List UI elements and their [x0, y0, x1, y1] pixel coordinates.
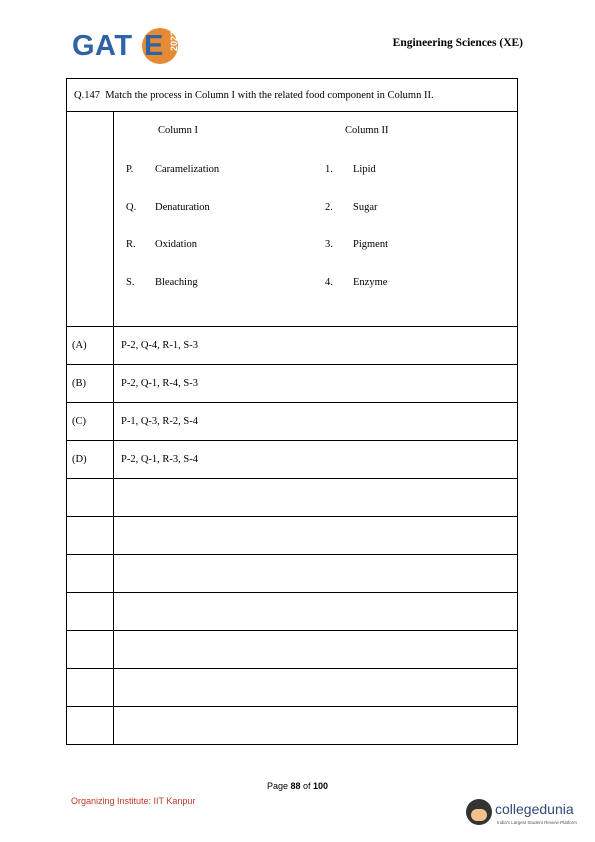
column1-label: Denaturation [155, 202, 210, 213]
column2-label: Enzyme [353, 277, 388, 288]
column1-label: Bleaching [155, 277, 198, 288]
empty-cell [67, 479, 114, 517]
option-text: P-1, Q-3, R-2, S-4 [114, 403, 518, 441]
column2-key: 3. [325, 239, 333, 250]
empty-cell [67, 669, 114, 707]
empty-row [67, 479, 518, 517]
match-label-cell [67, 112, 114, 327]
option-label: (D) [67, 441, 114, 479]
empty-cell [114, 593, 518, 631]
match-row [67, 112, 518, 327]
option-text: P-2, Q-4, R-1, S-3 [114, 327, 518, 365]
empty-cell [67, 631, 114, 669]
column1-key: S. [126, 277, 135, 288]
column2-label: Sugar [353, 202, 378, 213]
question-table [66, 78, 518, 745]
column1-header: Column I [158, 125, 198, 136]
column2-label: Lipid [353, 164, 376, 175]
empty-cell [114, 555, 518, 593]
column2-header: Column II [345, 125, 389, 136]
option-label: (C) [67, 403, 114, 441]
column1-key: Q. [126, 202, 137, 213]
gate-logo-year: 2023 [169, 30, 180, 52]
collegedunia-logo [466, 795, 586, 835]
match-cell [114, 112, 518, 327]
question-row [67, 79, 518, 112]
empty-cell [67, 555, 114, 593]
empty-row [67, 707, 518, 745]
option-text: P-2, Q-1, R-4, S-3 [114, 365, 518, 403]
option-label: (A) [67, 327, 114, 365]
brand-name: collegedunia [495, 801, 574, 817]
empty-cell [67, 707, 114, 745]
empty-cell [67, 517, 114, 555]
page-prefix: Page [266, 781, 291, 791]
empty-row [67, 631, 518, 669]
option-row [67, 365, 518, 403]
page-total: 100 [313, 781, 329, 791]
empty-cell [114, 631, 518, 669]
page-number [0, 781, 595, 791]
page-of: of [300, 781, 314, 791]
column1-key: P. [126, 164, 134, 175]
option-row [67, 441, 518, 479]
page-current: 88 [290, 781, 301, 791]
empty-cell [114, 669, 518, 707]
column2-key: 1. [325, 164, 333, 175]
column1-label: Oxidation [155, 239, 197, 250]
empty-cell [114, 517, 518, 555]
empty-row [67, 669, 518, 707]
column2-key: 2. [325, 202, 333, 213]
graduate-mascot-icon [466, 799, 492, 825]
question-number: Q.147 [74, 89, 100, 101]
option-row [67, 403, 518, 441]
column1-label: Caramelization [155, 164, 220, 175]
paper-title: Engineering Sciences (XE) [392, 37, 523, 49]
option-label: (B) [67, 365, 114, 403]
question-text: Match the process in Column I with the related food component in Column II. [105, 89, 434, 101]
gate-logo-text: GAT [72, 30, 133, 62]
empty-cell [67, 593, 114, 631]
column2-key: 4. [325, 277, 333, 288]
brand-tagline: India's Largest Student Review Platform [497, 820, 577, 825]
column2-label: Pigment [353, 239, 389, 250]
option-row [67, 327, 518, 365]
empty-row [67, 517, 518, 555]
empty-cell [114, 479, 518, 517]
empty-row [67, 555, 518, 593]
empty-row [67, 593, 518, 631]
question-cell [67, 79, 518, 112]
organizing-institute: Organizing Institute: IIT Kanpur [71, 796, 196, 806]
column1-key: R. [126, 239, 136, 250]
option-text: P-2, Q-1, R-3, S-4 [114, 441, 518, 479]
empty-cell [114, 707, 518, 745]
gate-logo-e: E [144, 30, 164, 62]
